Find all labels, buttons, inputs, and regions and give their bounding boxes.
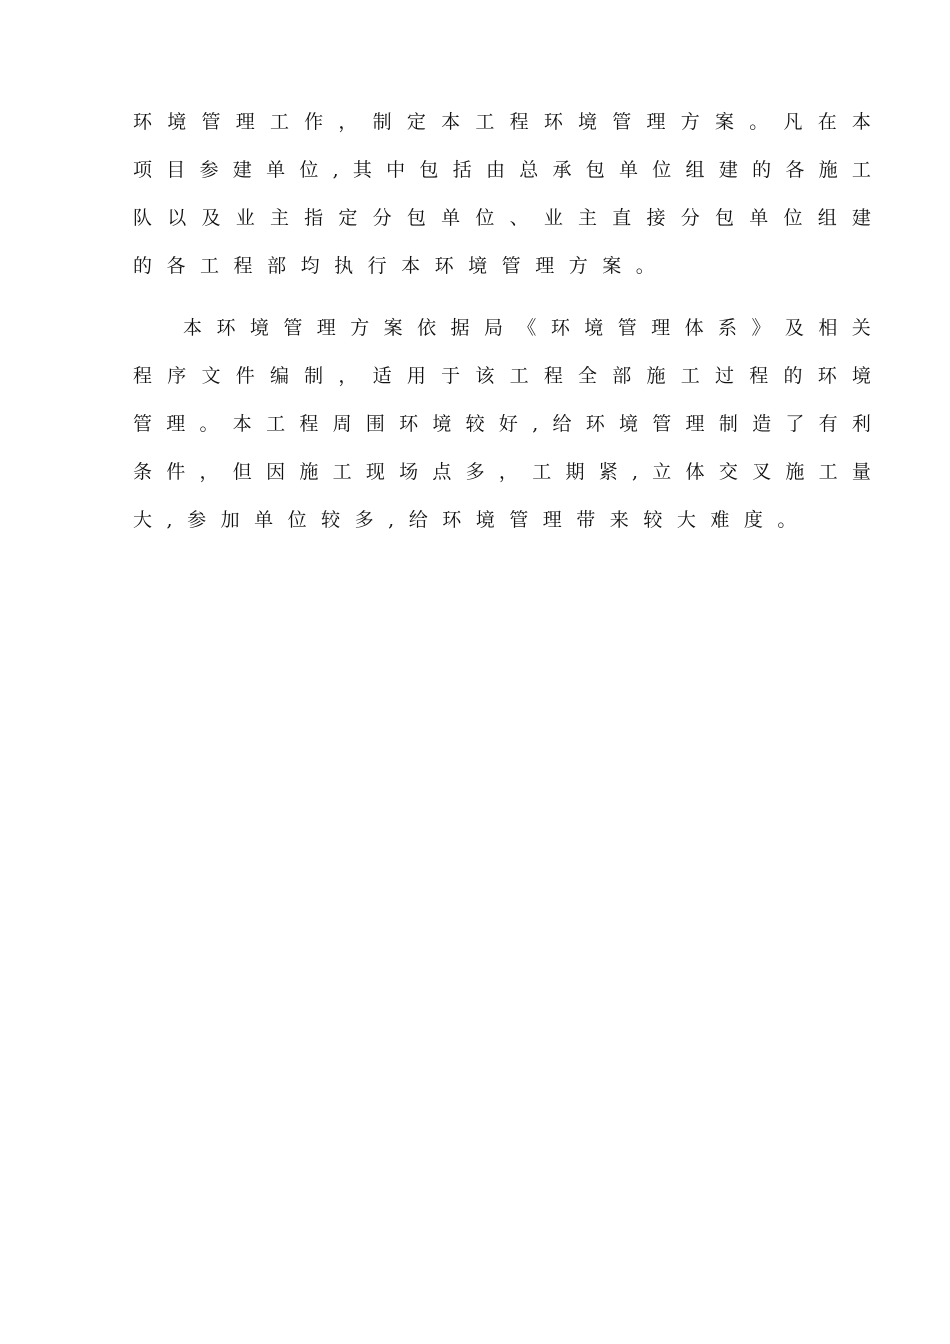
text-char: 本 — [851, 111, 871, 133]
text-char: 《 — [517, 317, 537, 339]
text-char: ， — [498, 461, 518, 483]
text-char: 场 — [399, 461, 419, 483]
text-char: 程 — [299, 413, 319, 435]
text-char: 环 — [550, 317, 570, 339]
text-char: 工 — [269, 111, 289, 133]
text-char: 本 — [441, 111, 461, 133]
text-char: 其 — [352, 159, 372, 181]
text-char: 理 — [535, 255, 555, 277]
text-char: , — [532, 413, 539, 435]
text-char: 定 — [406, 111, 426, 133]
text-char: 方 — [568, 255, 588, 277]
text-char: 行 — [367, 255, 387, 277]
text-char: 境 — [468, 255, 488, 277]
text-char: 工 — [332, 461, 352, 483]
text-char: 、 — [509, 207, 529, 229]
text-char: 叉 — [752, 461, 772, 483]
text-char: 。 — [199, 413, 219, 435]
text-char: 施 — [818, 159, 838, 181]
text-char: 境 — [584, 317, 604, 339]
text-char: 理 — [646, 111, 666, 133]
text-char: 环 — [585, 413, 605, 435]
text-char: 工 — [680, 365, 700, 387]
text-char: 执 — [334, 255, 354, 277]
text-char: 施 — [299, 461, 319, 483]
text-char: 本 — [232, 413, 252, 435]
text-char: 制 — [304, 365, 324, 387]
text-char: 方 — [350, 317, 370, 339]
text-char: 理 — [235, 111, 255, 133]
text-char: 建 — [718, 159, 738, 181]
text-char: 工 — [532, 461, 552, 483]
text-char: 利 — [851, 413, 871, 435]
text-char: 分 — [372, 207, 392, 229]
text-char: 直 — [612, 207, 632, 229]
text-char: 建 — [232, 159, 252, 181]
text-char: 。 — [749, 111, 769, 133]
text-char: 包 — [419, 159, 439, 181]
text-char: 位 — [783, 207, 803, 229]
paragraph-1 — [133, 98, 871, 290]
text-char: 相 — [818, 317, 838, 339]
text-char: 各 — [785, 159, 805, 181]
text-char: 施 — [646, 365, 666, 387]
text-char: 业 — [235, 207, 255, 229]
text-char: 境 — [578, 111, 598, 133]
text-char: 据 — [450, 317, 470, 339]
text-char: 局 — [483, 317, 503, 339]
text-char: 条 — [133, 461, 153, 483]
text-char: 理 — [685, 413, 705, 435]
text-char: 工 — [475, 111, 495, 133]
text-char: 队 — [133, 207, 153, 229]
text-char: 作 — [304, 111, 324, 133]
text-char: 关 — [851, 317, 871, 339]
text-char: 总 — [519, 159, 539, 181]
paragraph-2 — [133, 304, 871, 544]
text-char: 定 — [338, 207, 358, 229]
text-char: 位 — [475, 207, 495, 229]
text-char: 案 — [714, 111, 734, 133]
text-char: 分 — [680, 207, 700, 229]
text-char: 工 — [509, 365, 529, 387]
text-char: 较 — [643, 509, 663, 531]
document-body — [133, 98, 871, 558]
paragraph-line — [133, 400, 871, 448]
text-char: 管 — [617, 317, 637, 339]
text-char: 项 — [133, 159, 153, 181]
text-char: , — [166, 509, 173, 531]
text-char: 文 — [201, 365, 221, 387]
text-char: 管 — [201, 111, 221, 133]
text-char: 环 — [133, 111, 153, 133]
text-char: 有 — [818, 413, 838, 435]
paragraph-line — [133, 146, 871, 194]
text-char: 案 — [602, 255, 622, 277]
text-char: 在 — [817, 111, 837, 133]
text-char: 过 — [714, 365, 734, 387]
text-char: 案 — [383, 317, 403, 339]
text-char: 管 — [652, 413, 672, 435]
text-char: 工 — [851, 159, 871, 181]
text-char: 立 — [652, 461, 672, 483]
text-char: 环 — [434, 255, 454, 277]
text-char: 系 — [718, 317, 738, 339]
text-char: 现 — [365, 461, 385, 483]
text-char: 境 — [851, 365, 871, 387]
text-char: 编 — [269, 365, 289, 387]
text-char: 包 — [714, 207, 734, 229]
text-char: 因 — [266, 461, 286, 483]
text-char: 主 — [578, 207, 598, 229]
text-char: 大 — [676, 509, 696, 531]
text-char: 组 — [685, 159, 705, 181]
text-char: , — [332, 159, 339, 181]
text-char: 。 — [777, 509, 797, 531]
text-char: 各 — [166, 255, 186, 277]
text-char: 较 — [465, 413, 485, 435]
text-char: 周 — [332, 413, 352, 435]
text-char: 序 — [167, 365, 187, 387]
text-char: 方 — [680, 111, 700, 133]
text-char: 件 — [166, 461, 186, 483]
text-char: 部 — [612, 365, 632, 387]
text-char: ， — [338, 365, 358, 387]
text-char: 工 — [818, 461, 838, 483]
text-char: 及 — [201, 207, 221, 229]
text-char: 》 — [751, 317, 771, 339]
text-char: 及 — [784, 317, 804, 339]
text-char: 境 — [475, 509, 495, 531]
text-char: 环 — [216, 317, 236, 339]
text-char: 境 — [619, 413, 639, 435]
text-char: 交 — [718, 461, 738, 483]
text-char: 但 — [232, 461, 252, 483]
text-char: 难 — [710, 509, 730, 531]
text-char: 环 — [442, 509, 462, 531]
text-char: 环 — [817, 365, 837, 387]
text-char: 管 — [133, 413, 153, 435]
text-char: 部 — [267, 255, 287, 277]
text-char: 程 — [509, 111, 529, 133]
paragraph-line — [133, 496, 871, 544]
text-char: 环 — [399, 413, 419, 435]
text-char: 程 — [543, 365, 563, 387]
text-char: 单 — [266, 159, 286, 181]
text-char: 造 — [752, 413, 772, 435]
text-char: 环 — [543, 111, 563, 133]
paragraph-line — [133, 194, 871, 242]
paragraph-line — [133, 304, 871, 352]
text-char: 理 — [651, 317, 671, 339]
text-char: , — [631, 461, 639, 483]
text-char: 制 — [372, 111, 392, 133]
text-char: 大 — [133, 509, 153, 531]
text-char: 单 — [254, 509, 274, 531]
text-char: ， — [199, 461, 219, 483]
text-char: 单 — [749, 207, 769, 229]
text-char: 理 — [542, 509, 562, 531]
text-char: 的 — [133, 255, 153, 277]
text-char: 期 — [565, 461, 585, 483]
text-char: 境 — [432, 413, 452, 435]
text-char: 参 — [187, 509, 207, 531]
text-char: 工 — [266, 413, 286, 435]
text-char: 包 — [406, 207, 426, 229]
paragraph-line — [133, 448, 871, 496]
text-char: 好 — [498, 413, 518, 435]
text-char: 紧 — [598, 461, 618, 483]
text-char: 的 — [752, 159, 772, 181]
text-char: 建 — [851, 207, 871, 229]
text-char: 适 — [372, 365, 392, 387]
text-char: 带 — [576, 509, 596, 531]
text-char: 件 — [235, 365, 255, 387]
text-char: 组 — [817, 207, 837, 229]
text-char: 参 — [199, 159, 219, 181]
text-char: 该 — [475, 365, 495, 387]
text-char: 本 — [401, 255, 421, 277]
text-char: 境 — [167, 111, 187, 133]
text-char: 用 — [406, 365, 426, 387]
text-char: 较 — [321, 509, 341, 531]
text-char: 本 — [183, 317, 203, 339]
text-char: 包 — [585, 159, 605, 181]
text-char: 理 — [166, 413, 186, 435]
text-char: 中 — [386, 159, 406, 181]
text-char: 制 — [718, 413, 738, 435]
text-char: 围 — [365, 413, 385, 435]
text-char: 加 — [220, 509, 240, 531]
text-char: 单 — [441, 207, 461, 229]
text-char: 工 — [200, 255, 220, 277]
text-char: ， — [338, 111, 358, 133]
text-char: 点 — [432, 461, 452, 483]
text-char: 依 — [417, 317, 437, 339]
text-char: 接 — [646, 207, 666, 229]
paragraph-line — [133, 352, 871, 400]
text-char: 指 — [304, 207, 324, 229]
text-char: 程 — [749, 365, 769, 387]
text-char: 位 — [287, 509, 307, 531]
text-char: 来 — [609, 509, 629, 531]
text-char: 管 — [283, 317, 303, 339]
paragraph-line — [133, 98, 871, 146]
text-char: 以 — [167, 207, 187, 229]
text-char: 括 — [452, 159, 472, 181]
text-char: 多 — [354, 509, 374, 531]
text-char: 程 — [133, 365, 153, 387]
text-char: 理 — [316, 317, 336, 339]
text-char: 程 — [233, 255, 253, 277]
text-char: 了 — [785, 413, 805, 435]
text-char: 目 — [166, 159, 186, 181]
text-char: 均 — [300, 255, 320, 277]
text-char: 的 — [783, 365, 803, 387]
text-char: 境 — [249, 317, 269, 339]
text-char: 位 — [299, 159, 319, 181]
text-char: 体 — [685, 461, 705, 483]
text-char: 多 — [465, 461, 485, 483]
text-char: 全 — [578, 365, 598, 387]
text-char: 。 — [635, 255, 655, 277]
text-char: 施 — [785, 461, 805, 483]
text-char: 管 — [501, 255, 521, 277]
text-char: 给 — [408, 509, 428, 531]
text-char: 承 — [552, 159, 572, 181]
text-char: 位 — [652, 159, 672, 181]
text-char: 度 — [743, 509, 763, 531]
text-char: , — [388, 509, 395, 531]
text-char: 业 — [543, 207, 563, 229]
text-char: 主 — [269, 207, 289, 229]
text-char: 体 — [684, 317, 704, 339]
text-char: 由 — [485, 159, 505, 181]
text-char: 给 — [552, 413, 572, 435]
text-char: 凡 — [783, 111, 803, 133]
text-char: 于 — [441, 365, 461, 387]
text-char: 单 — [619, 159, 639, 181]
text-char: 管 — [612, 111, 632, 133]
paragraph-line — [133, 242, 871, 290]
text-char: 量 — [851, 461, 871, 483]
text-char: 管 — [509, 509, 529, 531]
